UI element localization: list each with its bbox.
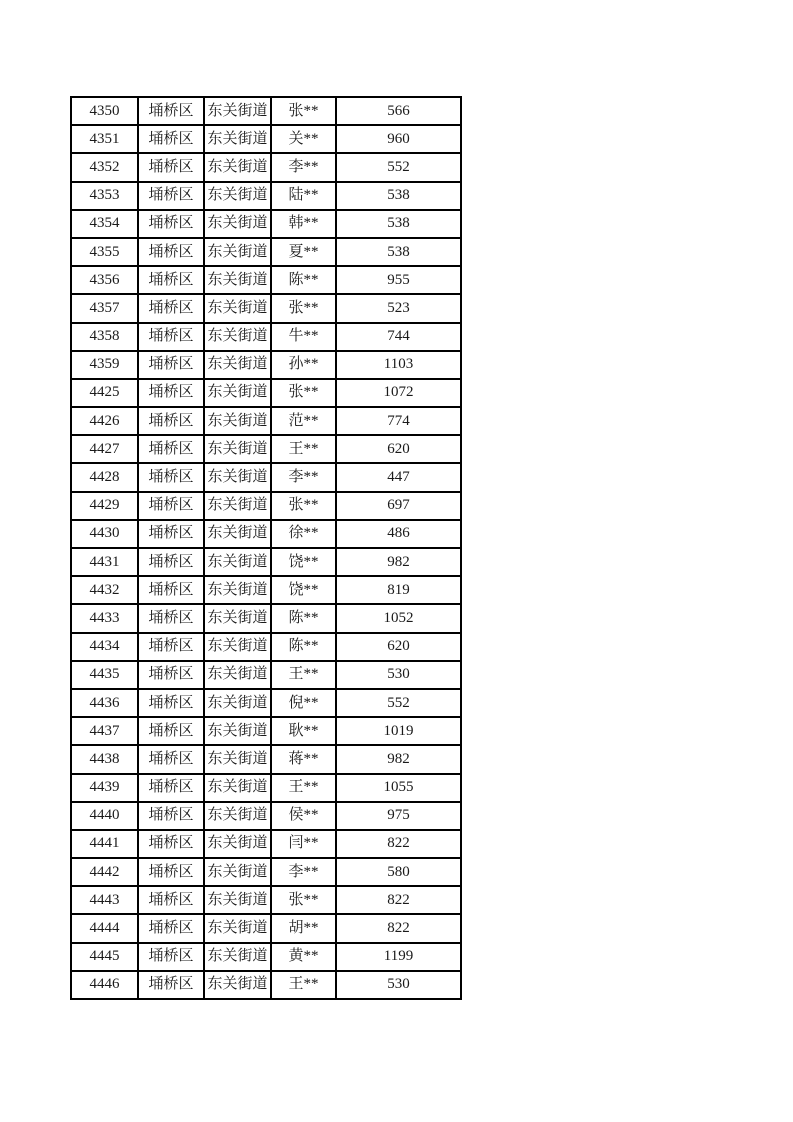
- cell-value: 1103: [336, 351, 461, 379]
- cell-id: 4430: [71, 520, 138, 548]
- cell-district: 埇桥区: [138, 125, 204, 153]
- table-row: [71, 661, 461, 689]
- cell-id: 4435: [71, 661, 138, 689]
- table-row: [71, 576, 461, 604]
- cell-id: 4356: [71, 266, 138, 294]
- cell-district: 埇桥区: [138, 914, 204, 942]
- cell-id: 4357: [71, 294, 138, 322]
- cell-district: 埇桥区: [138, 633, 204, 661]
- table-row: [71, 210, 461, 238]
- cell-name: 张**: [271, 379, 336, 407]
- cell-district: 埇桥区: [138, 238, 204, 266]
- cell-street: 东关街道: [204, 153, 271, 181]
- cell-name: 陆**: [271, 182, 336, 210]
- table-row: [71, 97, 461, 125]
- cell-district: 埇桥区: [138, 435, 204, 463]
- cell-name: 闫**: [271, 830, 336, 858]
- cell-district: 埇桥区: [138, 717, 204, 745]
- table-row: [71, 830, 461, 858]
- cell-name: 徐**: [271, 520, 336, 548]
- table-row: [71, 463, 461, 491]
- cell-name: 黄**: [271, 943, 336, 971]
- cell-name: 王**: [271, 661, 336, 689]
- cell-district: 埇桥区: [138, 548, 204, 576]
- cell-district: 埇桥区: [138, 971, 204, 999]
- cell-id: 4431: [71, 548, 138, 576]
- cell-street: 东关街道: [204, 520, 271, 548]
- table-row: [71, 717, 461, 745]
- cell-name: 陈**: [271, 266, 336, 294]
- cell-name: 耿**: [271, 717, 336, 745]
- cell-name: 张**: [271, 886, 336, 914]
- cell-name: 胡**: [271, 914, 336, 942]
- cell-id: 4351: [71, 125, 138, 153]
- cell-district: 埇桥区: [138, 520, 204, 548]
- cell-value: 975: [336, 802, 461, 830]
- cell-name: 饶**: [271, 548, 336, 576]
- cell-street: 东关街道: [204, 633, 271, 661]
- cell-id: 4444: [71, 914, 138, 942]
- cell-id: 4432: [71, 576, 138, 604]
- table-row: [71, 774, 461, 802]
- cell-id: 4441: [71, 830, 138, 858]
- cell-name: 陈**: [271, 633, 336, 661]
- cell-value: 960: [336, 125, 461, 153]
- cell-district: 埇桥区: [138, 266, 204, 294]
- cell-id: 4352: [71, 153, 138, 181]
- cell-name: 孙**: [271, 351, 336, 379]
- cell-value: 530: [336, 661, 461, 689]
- cell-id: 4425: [71, 379, 138, 407]
- cell-district: 埇桥区: [138, 689, 204, 717]
- cell-value: 1072: [336, 379, 461, 407]
- cell-street: 东关街道: [204, 971, 271, 999]
- cell-street: 东关街道: [204, 886, 271, 914]
- cell-name: 蒋**: [271, 745, 336, 773]
- cell-district: 埇桥区: [138, 97, 204, 125]
- cell-id: 4353: [71, 182, 138, 210]
- cell-district: 埇桥区: [138, 463, 204, 491]
- table-row: [71, 379, 461, 407]
- cell-value: 538: [336, 210, 461, 238]
- table-row: [71, 886, 461, 914]
- cell-street: 东关街道: [204, 435, 271, 463]
- cell-value: 774: [336, 407, 461, 435]
- table-row: [71, 689, 461, 717]
- cell-street: 东关街道: [204, 463, 271, 491]
- cell-id: 4443: [71, 886, 138, 914]
- table-row: [71, 266, 461, 294]
- cell-value: 530: [336, 971, 461, 999]
- cell-street: 东关街道: [204, 943, 271, 971]
- cell-street: 东关街道: [204, 717, 271, 745]
- cell-street: 东关街道: [204, 661, 271, 689]
- cell-street: 东关街道: [204, 351, 271, 379]
- cell-id: 4358: [71, 323, 138, 351]
- table-row: [71, 125, 461, 153]
- cell-name: 陈**: [271, 604, 336, 632]
- cell-value: 1019: [336, 717, 461, 745]
- cell-name: 范**: [271, 407, 336, 435]
- cell-value: 1199: [336, 943, 461, 971]
- cell-district: 埇桥区: [138, 802, 204, 830]
- table-row: [71, 943, 461, 971]
- cell-street: 东关街道: [204, 407, 271, 435]
- cell-district: 埇桥区: [138, 351, 204, 379]
- cell-value: 538: [336, 182, 461, 210]
- cell-value: 566: [336, 97, 461, 125]
- cell-id: 4426: [71, 407, 138, 435]
- cell-value: 552: [336, 153, 461, 181]
- cell-street: 东关街道: [204, 689, 271, 717]
- cell-street: 东关街道: [204, 379, 271, 407]
- cell-id: 4434: [71, 633, 138, 661]
- cell-name: 王**: [271, 971, 336, 999]
- cell-district: 埇桥区: [138, 858, 204, 886]
- table-row: [71, 802, 461, 830]
- cell-district: 埇桥区: [138, 830, 204, 858]
- cell-id: 4437: [71, 717, 138, 745]
- cell-value: 744: [336, 323, 461, 351]
- cell-id: 4354: [71, 210, 138, 238]
- cell-name: 张**: [271, 294, 336, 322]
- cell-name: 韩**: [271, 210, 336, 238]
- cell-id: 4439: [71, 774, 138, 802]
- cell-street: 东关街道: [204, 266, 271, 294]
- table-row: [71, 858, 461, 886]
- table-row: [71, 745, 461, 773]
- cell-id: 4429: [71, 492, 138, 520]
- cell-id: 4355: [71, 238, 138, 266]
- cell-id: 4350: [71, 97, 138, 125]
- cell-name: 王**: [271, 435, 336, 463]
- cell-district: 埇桥区: [138, 661, 204, 689]
- cell-street: 东关街道: [204, 548, 271, 576]
- cell-street: 东关街道: [204, 492, 271, 520]
- table-row: [71, 520, 461, 548]
- cell-value: 982: [336, 548, 461, 576]
- table-row: [71, 435, 461, 463]
- cell-name: 夏**: [271, 238, 336, 266]
- cell-name: 张**: [271, 492, 336, 520]
- cell-street: 东关街道: [204, 802, 271, 830]
- table-row: [71, 294, 461, 322]
- cell-street: 东关街道: [204, 576, 271, 604]
- cell-id: 4440: [71, 802, 138, 830]
- cell-name: 关**: [271, 125, 336, 153]
- records-table-body: [71, 97, 461, 999]
- cell-district: 埇桥区: [138, 604, 204, 632]
- cell-name: 李**: [271, 153, 336, 181]
- cell-id: 4359: [71, 351, 138, 379]
- table-row: [71, 633, 461, 661]
- cell-value: 620: [336, 633, 461, 661]
- cell-street: 东关街道: [204, 294, 271, 322]
- table-row: [71, 407, 461, 435]
- cell-id: 4442: [71, 858, 138, 886]
- cell-id: 4445: [71, 943, 138, 971]
- cell-name: 李**: [271, 463, 336, 491]
- cell-value: 552: [336, 689, 461, 717]
- cell-district: 埇桥区: [138, 492, 204, 520]
- cell-value: 697: [336, 492, 461, 520]
- cell-name: 王**: [271, 774, 336, 802]
- cell-value: 1055: [336, 774, 461, 802]
- cell-district: 埇桥区: [138, 379, 204, 407]
- cell-street: 东关街道: [204, 125, 271, 153]
- table-row: [71, 604, 461, 632]
- table-row: [71, 238, 461, 266]
- cell-name: 张**: [271, 97, 336, 125]
- cell-street: 东关街道: [204, 774, 271, 802]
- table-row: [71, 182, 461, 210]
- cell-value: 447: [336, 463, 461, 491]
- table-row: [71, 548, 461, 576]
- cell-value: 822: [336, 830, 461, 858]
- cell-street: 东关街道: [204, 238, 271, 266]
- cell-street: 东关街道: [204, 858, 271, 886]
- cell-value: 620: [336, 435, 461, 463]
- cell-id: 4428: [71, 463, 138, 491]
- cell-district: 埇桥区: [138, 943, 204, 971]
- cell-district: 埇桥区: [138, 294, 204, 322]
- cell-district: 埇桥区: [138, 886, 204, 914]
- cell-name: 李**: [271, 858, 336, 886]
- cell-district: 埇桥区: [138, 576, 204, 604]
- cell-id: 4446: [71, 971, 138, 999]
- cell-value: 538: [336, 238, 461, 266]
- cell-district: 埇桥区: [138, 210, 204, 238]
- records-table: [70, 96, 462, 1000]
- cell-value: 580: [336, 858, 461, 886]
- cell-value: 955: [336, 266, 461, 294]
- cell-value: 822: [336, 914, 461, 942]
- cell-district: 埇桥区: [138, 182, 204, 210]
- cell-value: 822: [336, 886, 461, 914]
- cell-value: 819: [336, 576, 461, 604]
- cell-street: 东关街道: [204, 97, 271, 125]
- cell-street: 东关街道: [204, 323, 271, 351]
- table-row: [71, 351, 461, 379]
- table-row: [71, 971, 461, 999]
- cell-id: 4438: [71, 745, 138, 773]
- cell-street: 东关街道: [204, 182, 271, 210]
- cell-district: 埇桥区: [138, 153, 204, 181]
- cell-name: 倪**: [271, 689, 336, 717]
- cell-name: 侯**: [271, 802, 336, 830]
- cell-street: 东关街道: [204, 745, 271, 773]
- cell-id: 4427: [71, 435, 138, 463]
- cell-street: 东关街道: [204, 604, 271, 632]
- cell-district: 埇桥区: [138, 407, 204, 435]
- cell-value: 1052: [336, 604, 461, 632]
- cell-district: 埇桥区: [138, 323, 204, 351]
- table-row: [71, 914, 461, 942]
- cell-name: 饶**: [271, 576, 336, 604]
- cell-district: 埇桥区: [138, 774, 204, 802]
- table-row: [71, 492, 461, 520]
- cell-value: 486: [336, 520, 461, 548]
- cell-value: 982: [336, 745, 461, 773]
- cell-street: 东关街道: [204, 210, 271, 238]
- cell-id: 4436: [71, 689, 138, 717]
- cell-id: 4433: [71, 604, 138, 632]
- cell-district: 埇桥区: [138, 745, 204, 773]
- cell-value: 523: [336, 294, 461, 322]
- table-row: [71, 323, 461, 351]
- table-row: [71, 153, 461, 181]
- cell-name: 牛**: [271, 323, 336, 351]
- cell-street: 东关街道: [204, 830, 271, 858]
- cell-street: 东关街道: [204, 914, 271, 942]
